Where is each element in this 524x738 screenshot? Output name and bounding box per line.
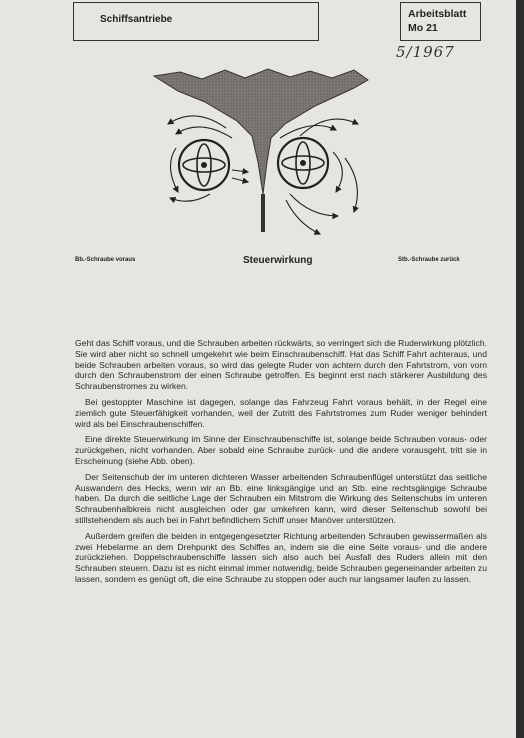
- sheet-number: Mo 21: [408, 22, 438, 34]
- paragraph: Bei gestoppter Maschine ist dagegen, solange das Fahrzeug Fahrt voraus behält, in der Regel eine ziemlich gute Steuerfähigkeit vorhanden, weil der Zutritt des Fahrtstromes zum Ruder weniger behindert wird als bei Einschraubenschiffen.: [75, 396, 487, 429]
- sheet-label: Arbeitsblatt: [408, 8, 467, 20]
- hull-shape: [154, 69, 368, 194]
- paragraph: Außerdem greifen die beiden in entgegengesetzter Richtung arbeitenden Schrauben gewissermaßen als zwei Hebelarme an dem Drehpunkt des Schiffes an, indem sie die eine Seite voraus- und die andere zurückziehen. Doppelschraubenschiffe lassen sich also auch bei Ausfall des Ruders allein mit den Schrauben steuern. Dazu ist es nicht einmal immer notwendig, beide Schrauben gegeneinander arbeiten zu lassen, sondern es genügt oft, die eine Schraube zu stoppen oder auch nur langsamer laufen zu lassen.: [75, 530, 487, 584]
- rudder: [261, 194, 265, 232]
- figure-title: Steuerwirkung: [243, 255, 313, 266]
- caption-starboard: Stb.-Schraube zurück: [398, 257, 460, 263]
- title-box: [73, 2, 319, 41]
- paragraph: Der Seitenschub der im unteren dichteren Wasser arbeitenden Schraubenflügel unterstützt das seitliche Auswandern des Hecks, wenn wir an Bb. eine linksgängige und an Stb. eine rechtsgängige Schraube haben. Da durch die seitliche Lage der Schrauben ein Mitstrom die Wirkung des Seitenschubs im unteren Schraubenhalbkreis nicht ausgleichen oder gar umkehren kann, wird dieser Seitenschub sowohl bei stillstehendem als auch bei in Fahrt befindlichem Schiff unser Manöver unterstützen.: [75, 471, 487, 525]
- starboard-propeller: [278, 138, 328, 188]
- propeller-steering-diagram: [140, 66, 390, 251]
- paragraph: Geht das Schiff voraus, und die Schrauben arbeiten rückwärts, so verringert sich die Ruderwirkung plötzlich. Sie wird aber nicht so schnell umgekehrt wie beim Einschraubenschiff. Hat das Schiff Fahrt achteraus, und beide Schrauben arbeiten voraus, so wird das gelegte Ruder von achtern durch den Fahrtstrom, von vorn durch den Schraubenstrom der einen Schraube getroffen. Es beginnt erst nach stärkerer Ausbildung des Schraubenstromes zu wirken.: [75, 338, 487, 392]
- caption-port: Bb.-Schraube voraus: [75, 257, 136, 263]
- port-propeller: [179, 140, 229, 190]
- sheet-number-box: [400, 2, 481, 41]
- worksheet-title: Schiffsantriebe: [100, 14, 173, 25]
- handwritten-date: 5/1967: [396, 43, 455, 61]
- paragraph: Eine direkte Steuerwirkung im Sinne der Einschraubenschiffe ist, solange beide Schrauben voraus- oder zurückgehen, nicht vorhanden. Aber sobald eine Schraube zurück- und die andere vorausgeht, tritt sie in Erscheinung (siehe Abb. oben).: [75, 434, 487, 466]
- body-text: [75, 338, 487, 590]
